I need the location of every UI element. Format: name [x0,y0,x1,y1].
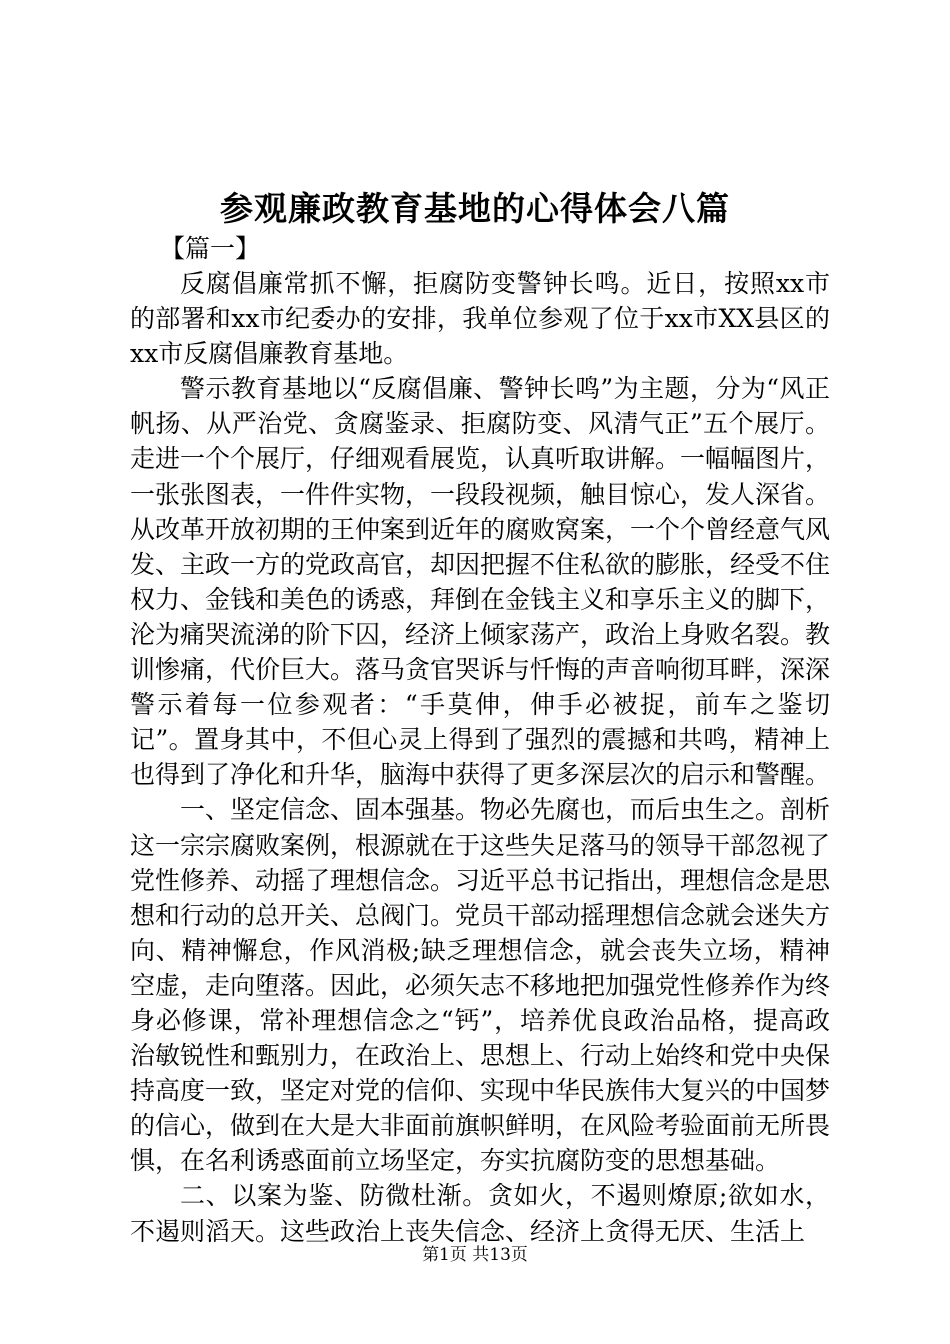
page-footer: 第1页 共13页 [422,1245,528,1265]
section-label: 【篇一】 [160,234,261,263]
paragraph-point-one: 一、坚定信念、固本强基。物必先腐也，而后虫生之。剖析这一宗宗腐败案例，根源就在于这些失足落马的领导干部忽视了党性修养、动摇了理想信念。习近平总书记指出，理想信念是思想和行动的总开关、总阀门。党员干部动摇理想信念就会迷失方向、精神懈怠，作风消极;缺乏理想信念，就会丧失立场，精神空虚，走向堕落。因此，必须矢志不移地把加强党性修养作为终身必修课，常补理想信念之“钙”，培养优良政治品格，提高政治敏锐性和甄别力，在政治上、思想上、行动上始终和党中央保持高度一致，坚定对党的信仰、实现中华民族伟大复兴的中国梦的信心，做到在大是大非面前旗帜鲜明，在风险考验面前无所畏惧，在名利诱惑面前立场坚定，夯实抗腐防变的思想基础。 [130,795,831,1176]
document-title: 参观廉政教育基地的心得体会八篇 [220,189,730,228]
paragraph-exhibition: 警示教育基地以“反腐倡廉、警钟长鸣”为主题，分为“风正帆扬、从严治党、贪腐鉴录、拒腐防变、风清气正”五个展厅。走进一个个展厅，仔细观看展览，认真听取讲解。一幅幅图片，一张张图表，一件件实物，一段段视频，触目惊心，发人深省。从改革开放初期的王仲案到近年的腐败窝案，一个个曾经意气风发、主政一方的党政高官，却因把握不住私欲的膨胀，经受不住权力、金钱和美色的诱惑，拜倒在金钱主义和享乐主义的脚下，沦为痛哭流涕的阶下囚，经济上倾家荡产，政治上身败名裂。教训惨痛，代价巨大。落马贪官哭诉与忏悔的声音响彻耳畔，深深警示着每一位参观者：“手莫伸，伸手必被捉，前车之鉴切记”。置身其中，不但心灵上得到了强烈的震撼和共鸣，精神上也得到了净化和升华，脑海中获得了更多深层次的启示和警醒。 [130,374,831,790]
paragraph-point-two: 二、以案为鉴、防微杜渐。贪如火，不遏则燎原;欲如水，不遏则滔天。这些政治上丧失信念、经济上贪得无厌、生活上 [130,1181,830,1246]
paragraph-intro: 反腐倡廉常抓不懈，拒腐防变警钟长鸣。近日，按照xx市的部署和xx市纪委办的安排，我单位参观了位于xx市XX县区的xx市反腐倡廉教育基地。 [130,269,830,369]
document-body [130,266,830,1249]
